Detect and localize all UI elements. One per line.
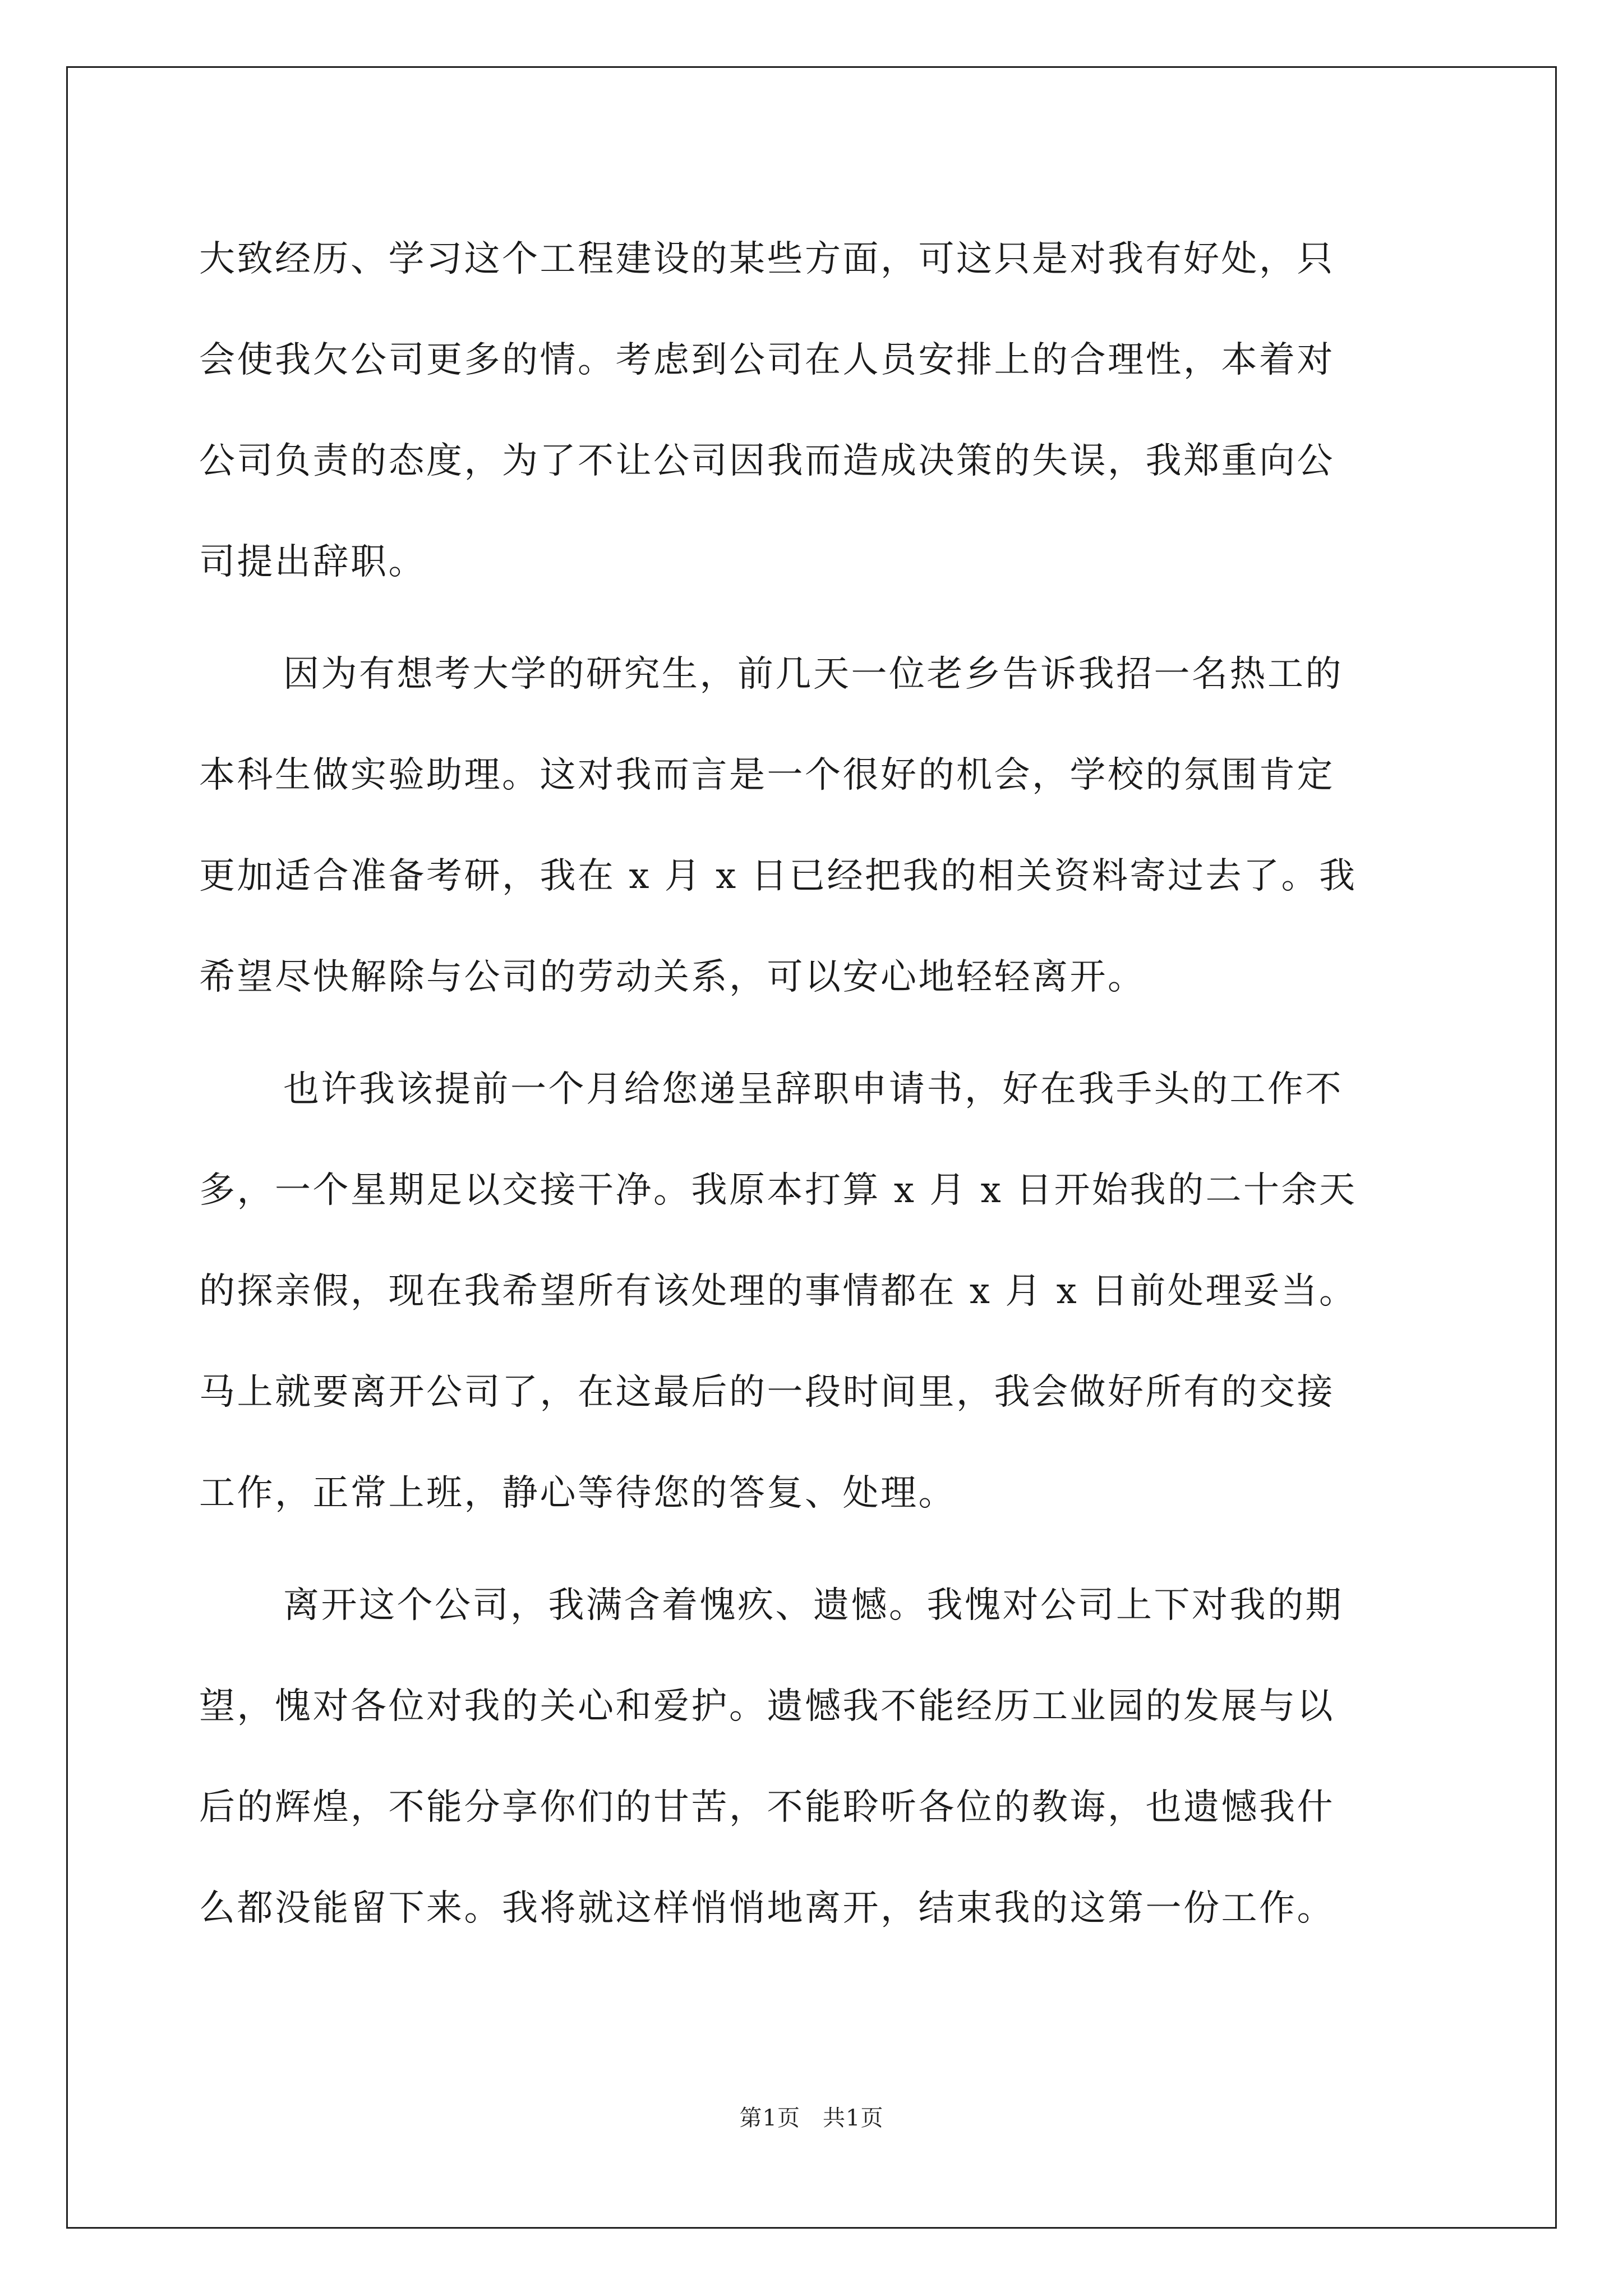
page-number: 第1页 <box>739 2105 800 2131</box>
paragraph-gap <box>199 1028 1426 1039</box>
paragraph-gap <box>199 613 1426 624</box>
text-line: 么都没能留下来。我将就这样悄悄地离开，结束我的这第一份工作。 <box>199 1888 1335 1929</box>
text-line: 离开这个公司，我满含着愧疚、遗憾。我愧对公司上下对我的期 <box>283 1585 1343 1626</box>
page-total: 共1页 <box>823 2105 884 2131</box>
text-line: 希望尽快解除与公司的劳动关系，可以安心地轻轻离开。 <box>199 956 1146 998</box>
text-line: 也许我该提前一个月给您递呈辞职申请书，好在我手头的工作不 <box>283 1069 1343 1110</box>
paragraph-gap <box>199 1544 1426 1555</box>
text-line: 本科生做实验助理。这对我而言是一个很好的机会，学校的氛围肯定 <box>199 754 1335 796</box>
text-line: 公司负责的态度，为了不让公司因我而造成决策的失误，我郑重向公 <box>199 440 1335 482</box>
text-line: 后的辉煌，不能分享你们的甘苦，不能聆听各位的教诲，也遗憾我什 <box>199 1787 1335 1828</box>
text-line: 司提出辞职。 <box>199 541 426 583</box>
text-line: 因为有想考大学的研究生，前几天一位老乡告诉我招一名热工的 <box>283 654 1343 695</box>
text-line: 大致经历、学习这个工程建设的某些方面，可这只是对我有好处，只 <box>199 238 1335 280</box>
page-footer <box>0 2100 1623 2132</box>
document-body <box>199 209 1426 1959</box>
paragraph-4 <box>199 1555 1426 1959</box>
text-line: 望，愧对各位对我的关心和爱护。遗憾我不能经历工业园的发展与以 <box>199 1686 1335 1727</box>
paragraph-1 <box>199 209 1426 613</box>
text-line: 会使我欠公司更多的情。考虑到公司在人员安排上的合理性，本着对 <box>199 339 1335 381</box>
text-line: 马上就要离开公司了，在这最后的一段时间里，我会做好所有的交接 <box>199 1372 1335 1413</box>
text-line: 多，一个星期足以交接干净。我原本打算 x 月 x 日开始我的二十余天 <box>199 1170 1357 1211</box>
text-line: 的探亲假，现在我希望所有该处理的事情都在 x 月 x 日前处理妥当。 <box>199 1271 1357 1312</box>
text-line: 更加适合准备考研，我在 x 月 x 日已经把我的相关资料寄过去了。我 <box>199 855 1357 897</box>
text-line: 工作，正常上班，静心等待您的答复、处理。 <box>199 1473 956 1514</box>
paragraph-3 <box>199 1039 1426 1544</box>
paragraph-2 <box>199 624 1426 1028</box>
